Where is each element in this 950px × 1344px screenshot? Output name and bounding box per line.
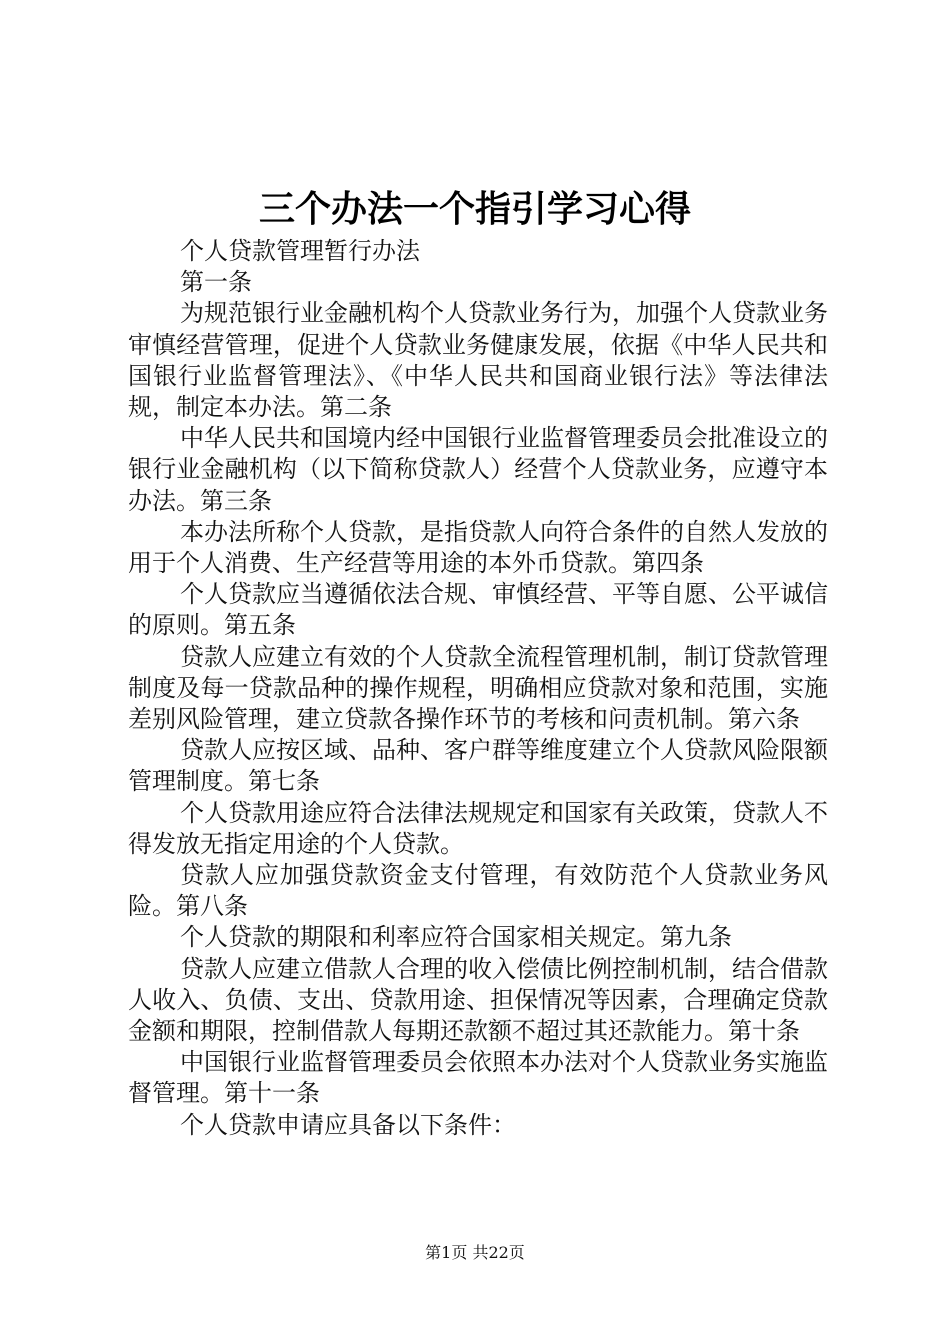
paragraph: 个人贷款用途应符合法律法规规定和国家有关政策，贷款人不得发放无指定用途的个人贷款。 — [128, 798, 828, 858]
document-title: 三个办法一个指引学习心得 — [258, 188, 691, 230]
page-number-footer: 第1页 共22页 — [425, 1243, 525, 1262]
paragraph: 本办法所称个人贷款，是指贷款人向符合条件的自然人发放的用于个人消费、生产经营等用途的本外币贷款。第四条 — [128, 517, 828, 578]
paragraph: 个人贷款申请应具备以下条件： — [180, 1110, 516, 1139]
paragraph: 中国银行业监督管理委员会依照本办法对个人贷款业务实施监督管理。第十一条 — [128, 1048, 828, 1108]
paragraph: 个人贷款应当遵循依法合规、审慎经营、平等自愿、公平诚信的原则。第五条 — [128, 580, 828, 640]
paragraph: 中华人民共和国境内经中国银行业监督管理委员会批准设立的银行业金融机构（以下简称贷款人）经营个人贷款业务，应遵守本办法。第三条 — [128, 424, 828, 515]
document-body — [128, 236, 828, 1141]
paragraph: 为规范银行业金融机构个人贷款业务行为，加强个人贷款业务审慎经营管理，促进个人贷款业务健康发展，依据《中华人民共和国银行业监督管理法》、《中华人民共和国商业银行法》等法律法规，制定本办法。第二条 — [128, 299, 828, 422]
paragraph-subtitle: 个人贷款管理暂行办法 — [180, 237, 420, 265]
paragraph: 个人贷款的期限和利率应符合国家相关规定。第九条 — [180, 923, 732, 952]
paragraph: 贷款人应建立借款人合理的收入偿债比例控制机制，结合借款人收入、负债、支出、贷款用途、担保情况等因素，合理确定贷款金额和期限，控制借款人每期还款额不超过其还款能力。第十条 — [128, 954, 828, 1046]
paragraph: 贷款人应加强贷款资金支付管理，有效防范个人贷款业务风险。第八条 — [128, 861, 828, 921]
paragraph: 贷款人应按区域、品种、客户群等维度建立个人贷款风险限额管理制度。第七条 — [128, 736, 828, 796]
paragraph: 贷款人应建立有效的个人贷款全流程管理机制，制订贷款管理制度及每一贷款品种的操作规程，明确相应贷款对象和范围，实施差别风险管理，建立贷款各操作环节的考核和问责机制。第六条 — [128, 642, 828, 734]
paragraph-article-1-heading: 第一条 — [180, 268, 252, 297]
